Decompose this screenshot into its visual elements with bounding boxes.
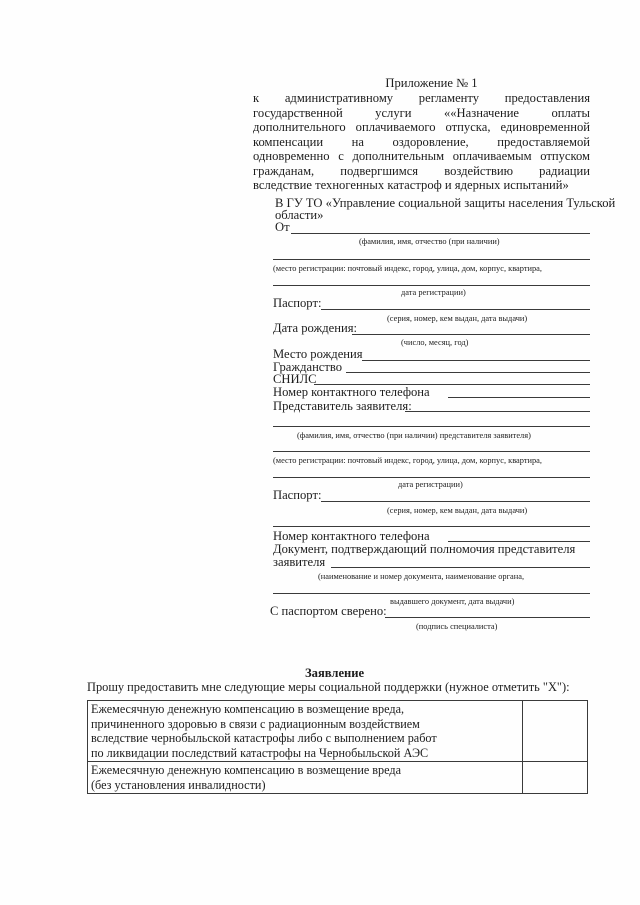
appendix-line: вследствие техногенных катастроф и ядерных испытаний»: [253, 178, 569, 192]
representative-document-field-2[interactable]: [273, 593, 590, 594]
passport-verified-label: С паспортом сверено:: [270, 604, 387, 618]
applicant-birth-date-label: Дата рождения:: [273, 321, 357, 335]
representative-address-hint: (место регистрации: почтовый индекс, город, улица, дом, корпус, квартира,: [273, 456, 542, 465]
representative-label: Представитель заявителя:: [273, 399, 412, 413]
appendix-title: Приложение № 1: [385, 76, 478, 90]
applicant-fio-field[interactable]: [291, 233, 590, 234]
table-row: [88, 762, 588, 794]
applicant-address-field[interactable]: [273, 259, 590, 260]
benefit-option-checkbox[interactable]: [523, 762, 588, 794]
representative-fio-hint: (фамилия, имя, отчество (при наличии) представителя заявителя): [297, 431, 531, 440]
applicant-birth-date-field[interactable]: [352, 334, 590, 335]
appendix-line: государственной услуги ««Назначение оплаты: [253, 105, 590, 120]
benefit-option-text: [88, 701, 523, 762]
benefits-table: [87, 700, 588, 794]
applicant-passport-field[interactable]: [321, 309, 590, 310]
statement-title: Заявление: [305, 666, 365, 680]
representative-address-field-2[interactable]: [273, 477, 590, 478]
addressee-line-2: области»: [275, 208, 324, 222]
applicant-address-hint: (место регистрации: почтовый индекс, город, улица, дом, корпус, квартира,: [273, 264, 542, 273]
applicant-phone-label: Номер контактного телефона: [273, 385, 430, 399]
representative-document-hint: (наименование и номер документа, наименование органа,: [318, 572, 525, 581]
from-label: От: [275, 220, 290, 234]
applicant-citizenship-label: Гражданство: [273, 360, 343, 374]
appendix-line: одновременно с дополнительным оплачиваемым отпуском: [253, 149, 590, 163]
appendix-line: гражданам, подвергшимся воздействию радиации: [253, 163, 590, 178]
benefit-option-line: причиненного здоровью в связи с радиационным воздействием: [91, 716, 420, 731]
representative-address-field[interactable]: [273, 451, 590, 452]
benefit-option-text: [88, 762, 523, 794]
representative-passport-hint: (серия, номер, кем выдан, дата выдачи): [387, 506, 528, 515]
representative-passport-field[interactable]: [321, 501, 590, 502]
appendix-line: к административному регламенту предоставления: [253, 91, 590, 105]
benefit-option-line: вследствие чернобыльской катастрофы либо с выполнением работ: [91, 731, 437, 745]
applicant-birth-place-label: Место рождения: [273, 347, 363, 361]
representative-phone-label: Номер контактного телефона: [273, 529, 430, 543]
applicant-passport-hint: (серия, номер, кем выдан, дата выдачи): [387, 314, 528, 323]
representative-document-field[interactable]: [331, 567, 590, 568]
specialist-signature-hint: (подпись специалиста): [416, 622, 498, 631]
addressee-line-1: В ГУ ТО «Управление социальной защиты населения Тульской: [275, 196, 616, 210]
representative-document-hint-2: выдавшего документ, дата выдачи): [390, 597, 515, 606]
benefit-option-line: (без установления инвалидности): [91, 777, 266, 792]
appendix-line: компенсации на оздоровление, предоставляемой: [253, 134, 590, 149]
appendix-block: [253, 76, 590, 193]
representative-reg-date-hint: дата регистрации): [398, 480, 463, 489]
statement-request: Прошу предоставить мне следующие меры социальной поддержки (нужное отметить "X"):: [87, 680, 570, 694]
representative-document-label: Документ, подтверждающий полномочия представителя: [273, 542, 576, 556]
benefit-option-line: по ликвидации последствий катастрофы на Чернобыльской АЭС: [91, 745, 429, 760]
representative-fio-field[interactable]: [273, 426, 590, 427]
applicant-reg-date-hint: дата регистрации): [401, 288, 466, 297]
applicant-fio-hint: (фамилия, имя, отчество (при наличии): [359, 237, 500, 246]
applicant-snils-label: СНИЛС: [273, 372, 317, 386]
applicant-birth-place-field[interactable]: [362, 360, 590, 361]
benefit-option-checkbox[interactable]: [523, 701, 588, 762]
table-row: [88, 701, 588, 762]
representative-passport-field-2[interactable]: [273, 526, 590, 527]
applicant-passport-label: Паспорт:: [273, 296, 322, 310]
representative-passport-label: Паспорт:: [273, 488, 322, 502]
applicant-phone-field[interactable]: [448, 397, 590, 398]
specialist-signature-field[interactable]: [385, 617, 590, 618]
representative-document-label-2: заявителя: [273, 555, 326, 569]
appendix-line: дополнительного оплачиваемого отпуска, единовременной: [253, 120, 590, 134]
applicant-birth-date-hint: (число, месяц, год): [401, 338, 469, 347]
applicant-address-field-2[interactable]: [273, 285, 590, 286]
benefit-option-line: Ежемесячную денежную компенсацию в возмещение вреда: [91, 763, 402, 777]
benefit-option-line: Ежемесячную денежную компенсацию в возмещение вреда,: [91, 702, 405, 716]
applicant-citizenship-field[interactable]: [346, 372, 590, 373]
representative-field[interactable]: [405, 411, 590, 412]
